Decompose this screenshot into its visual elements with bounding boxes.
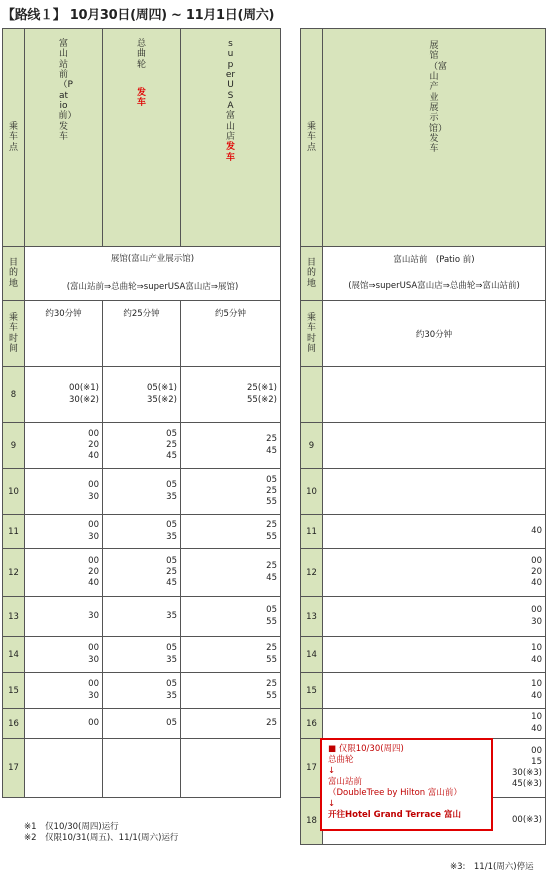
time-cell [25,709,103,739]
departure-time: 20 [88,439,99,450]
time-cell [323,367,546,423]
destination-label-cell [3,247,25,301]
time-cell [103,469,181,515]
duration-cell: 约25分钟 [103,301,181,367]
ride-time-label: 乘车时间 [8,312,18,354]
departure-time: 00 [88,428,99,439]
page-title: 【路线１】 10月30日(周四) ~ 11月1日(周六) [2,8,275,23]
time-cell [181,709,281,739]
departure-time: 30(※2) [69,394,99,405]
hour-cell [301,367,323,423]
departure-time: 30 [88,610,99,621]
stop-cell-exhibition-hall [323,29,546,247]
departure-time: 00(※1) [69,383,99,394]
departure-time: 45 [266,445,277,456]
destination-row [301,247,546,301]
destination-main: 展馆(富山产业展示馆) [110,253,195,264]
time-cell [25,469,103,515]
departure-time: 05(※1) [147,383,177,394]
hour-cell: 14 [301,637,323,673]
departure-time: 45(※3) [512,779,542,790]
departure-time: 10 [531,643,542,654]
stop-name-toyama-station: 富山站前（Patio前） [58,39,77,122]
duration-row [301,301,546,367]
hour-row [301,549,546,597]
departure-time: 40 [531,723,542,734]
departure-time: 30 [88,491,99,502]
departure-time: 40 [88,451,99,462]
time-cell [103,739,181,798]
duration-cell: 约30分钟 [25,301,103,367]
departure-time: 00 [88,643,99,654]
stops-row [301,29,546,247]
departure-time: 00 [531,745,542,756]
hour-cell: 12 [3,549,25,597]
hour-cell: 14 [3,637,25,673]
departure-time: 05 [166,428,177,439]
departure-time: 40 [531,690,542,701]
footnotes-left [24,822,178,845]
hour-cell: 12 [301,549,323,597]
departure-time: 25 [266,679,277,690]
time-cell [103,515,181,549]
boarding-point-label-cell [3,29,25,247]
time-cell [323,673,546,709]
departure-time: 25 [266,561,277,572]
hour-cell: 15 [301,673,323,709]
hour-row [301,673,546,709]
departure-time: 35(※2) [147,394,177,405]
hour-row [3,423,281,469]
boarding-point-label-cell [301,29,323,247]
departure-time: 00 [531,605,542,616]
hour-cell: 10 [3,469,25,515]
departure-time: 00 [88,480,99,491]
departure-time: 30 [88,690,99,701]
departure-time: 00 [531,555,542,566]
hour-row [3,597,281,637]
time-cell [181,423,281,469]
departure-time: 20 [531,566,542,577]
departure-time: 30 [88,654,99,665]
departure-time: 40 [531,654,542,665]
departure-time: 55 [266,690,277,701]
time-cell [25,549,103,597]
departure-time: 40 [531,578,542,589]
hour-row [3,739,281,798]
stop-name-exhibition-hall: 展馆（富山产业展示馆） [429,41,448,134]
duration-row [3,301,281,367]
departure-time: 55 [266,616,277,627]
departure-time: 40 [88,578,99,589]
stop-suffix: 发车 [58,121,68,143]
departure-time: 25 [266,434,277,445]
hour-row [301,469,546,515]
hour-row [3,367,281,423]
hour-cell: 13 [301,597,323,637]
hour-row [301,597,546,637]
departure-time: 25 [166,439,177,450]
hour-row [301,367,546,423]
hour-cell: 16 [3,709,25,739]
time-cell [103,423,181,469]
departure-time: 00 [88,679,99,690]
ride-time-label-cell [3,301,25,367]
time-cell [323,709,546,739]
hour-row [301,637,546,673]
departure-time: 05 [166,717,177,728]
departure-time: 55(※2) [247,394,277,405]
departure-time: 25 [266,485,277,496]
time-cell [25,515,103,549]
departure-time: 30 [88,531,99,542]
boarding-point-label: 乘车点 [8,121,18,153]
time-cell [25,367,103,423]
boarding-point-label: 乘车点 [306,121,316,153]
departure-time: 25(※1) [247,383,277,394]
footnote-1: ※1 仅10/30(周四)运行 [24,822,119,832]
departure-time: 00 [88,717,99,728]
time-cell [25,423,103,469]
departure-time: 20 [88,566,99,577]
destination-label: 目的地 [8,257,18,289]
hour-cell: 18 [301,798,323,845]
time-cell [181,739,281,798]
notice-line: 开往Hotel Grand Terrace 富山 [328,810,461,821]
stops-row [3,29,281,247]
departure-time: 25 [166,566,177,577]
hour-row [301,423,546,469]
departure-time: 05 [166,679,177,690]
notice-line: 富山站前 [328,777,363,788]
departure-time: 55 [266,654,277,665]
notice-line: ↓ [328,799,336,810]
departure-time: 35 [166,690,177,701]
time-cell [181,469,281,515]
departure-time: 05 [166,480,177,491]
departure-time: 00 [88,520,99,531]
departure-time: 05 [166,643,177,654]
stop-name-sogawa: 总曲轮 [136,39,146,70]
stop-cell-sogawa [103,29,181,247]
right-timetable [300,28,546,845]
time-cell [323,637,546,673]
hour-cell: 9 [3,423,25,469]
hour-cell: 17 [3,739,25,798]
hour-cell: 17 [301,739,323,798]
departure-time: 25 [266,520,277,531]
hour-row [3,515,281,549]
departure-time: 35 [166,491,177,502]
departure-time: 30(※3) [512,768,542,778]
duration-cell: 约30分钟 [323,301,546,367]
time-cell [103,709,181,739]
stop-suffix-depart: 发车 [136,88,146,109]
stop-name-superusa: super USA富山店 [225,39,236,143]
destination-row [3,247,281,301]
stop-suffix-depart: 发车 [225,142,235,163]
departure-time: 45 [266,572,277,583]
hour-cell: 10 [301,469,323,515]
destination-cell [323,247,546,301]
departure-time: 40 [531,525,542,536]
duration-cell: 约5分钟 [181,301,281,367]
time-cell [181,515,281,549]
destination-label-cell [301,247,323,301]
departure-time: 00 [88,555,99,566]
notice-line: 总曲轮 [328,755,354,766]
departure-time: 35 [166,654,177,665]
hour-cell: 16 [301,709,323,739]
time-cell [103,549,181,597]
departure-time: 05 [266,474,277,485]
hour-cell: 8 [3,367,25,423]
time-cell [323,597,546,637]
time-cell [103,367,181,423]
hour-row [301,515,546,549]
departure-time: 10 [531,712,542,723]
departure-time: 25 [266,643,277,654]
time-cell [181,597,281,637]
time-cell [103,637,181,673]
departure-time: 35 [166,610,177,621]
hour-row [301,709,546,739]
stop-suffix: 发车 [429,134,439,155]
hour-row [3,673,281,709]
departure-time: 55 [266,531,277,542]
destination-cell [25,247,281,301]
hour-row [3,469,281,515]
departure-time: 45 [166,451,177,462]
departure-time: 25 [266,717,277,728]
departure-time: 05 [166,520,177,531]
special-route-notice [320,738,493,831]
time-cell [181,367,281,423]
time-cell [103,673,181,709]
time-cell [25,637,103,673]
hour-row [3,549,281,597]
time-cell [323,549,546,597]
departure-time: 10 [531,679,542,690]
footnote-2: ※2 仅限10/31(周五)、11/1(周六)运行 [24,833,179,844]
notice-line: ■ 仅限10/30(周四) [328,744,404,754]
hour-cell: 11 [3,515,25,549]
departure-time: 45 [166,578,177,589]
ride-time-label-cell [301,301,323,367]
departure-time: 15 [531,756,542,767]
hour-cell: 13 [3,597,25,637]
footnote-3: ※3: 11/1(周六)停运 [450,862,534,872]
time-cell [323,469,546,515]
hour-cell: 9 [301,423,323,469]
destination-route: (展馆⇒superUSA富山店⇒总曲轮⇒富山站前) [348,280,520,291]
departure-time: 30 [531,616,542,627]
time-cell [181,637,281,673]
time-cell [25,673,103,709]
notice-line: （DoubleTree by Hilton 富山前） [328,788,462,799]
time-cell [181,549,281,597]
departure-time: 05 [166,555,177,566]
hour-row [3,637,281,673]
time-cell [323,423,546,469]
hour-cell: 11 [301,515,323,549]
time-cell [181,673,281,709]
hour-row [3,709,281,739]
ride-time-label: 乘车时间 [306,312,316,354]
departure-time: 35 [166,531,177,542]
destination-main: 富山站前 (Patio 前) [393,254,475,265]
left-timetable [2,28,281,798]
time-cell [103,597,181,637]
time-cell [323,515,546,549]
hour-cell: 15 [3,673,25,709]
stop-cell-toyama-station [25,29,103,247]
time-cell [25,739,103,798]
stop-cell-superusa [181,29,281,247]
destination-label: 目的地 [306,257,316,289]
notice-line: ↓ [328,766,336,777]
time-cell [25,597,103,637]
destination-route: (富山站前⇒总曲轮⇒superUSA富山店⇒展馆) [66,281,239,292]
departure-time: 00(※3) [512,815,542,826]
departure-time: 05 [266,605,277,616]
departure-time: 55 [266,497,277,508]
